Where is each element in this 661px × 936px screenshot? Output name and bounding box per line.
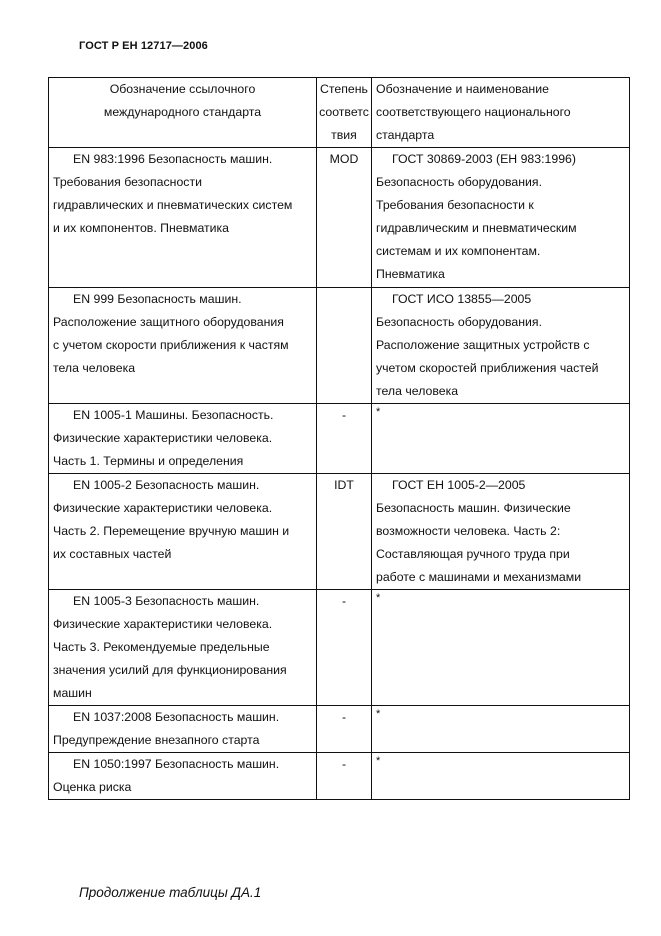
ref-standard-line: Оценка риска — [53, 780, 132, 794]
national-standard-cell — [372, 474, 630, 590]
table-row — [49, 706, 630, 753]
table-row — [49, 590, 630, 706]
national-standard-line: Составляющая ручного труда при — [376, 547, 570, 561]
table-row — [49, 404, 630, 474]
national-standard-cell — [372, 148, 630, 288]
national-standard-line: Безопасность оборудования. — [376, 315, 543, 329]
ref-standard-line: гидравлических и пневматических систем — [53, 198, 293, 212]
ref-standard-line: Часть 3. Рекомендуемые предельные — [53, 640, 270, 654]
ref-standard-cell — [49, 706, 317, 753]
header-line: Обозначение и наименование — [376, 82, 549, 96]
table-header-row — [49, 78, 630, 148]
degree-value: - — [341, 757, 347, 771]
degree-value: - — [341, 594, 347, 608]
national-standard-cell — [372, 590, 630, 706]
document-header: ГОСТ Р ЕН 12717—2006 — [79, 40, 208, 52]
ref-standard-line: Требования безопасности — [53, 175, 202, 189]
ref-standard-line: Предупреждение внезапного старта — [53, 733, 260, 747]
national-standard-line: Расположение защитных устройств с — [376, 338, 590, 352]
no-equivalent-mark: * — [376, 592, 381, 604]
ref-standard-title: EN 1005-2 Безопасность машин. — [73, 478, 260, 492]
ref-standard-line: Расположение защитного оборудования — [53, 315, 284, 329]
national-standard-line: системам и их компонентам. — [376, 244, 541, 258]
national-standard-code: ГОСТ ИСО 13855—2005 — [392, 292, 532, 306]
header-line: соответствующего национального — [376, 105, 571, 119]
header-line: твия — [331, 128, 357, 142]
ref-standard-line: Часть 2. Перемещение вручную машин и — [53, 524, 290, 538]
ref-standard-cell — [49, 753, 317, 800]
header-national-standard — [372, 78, 630, 148]
reference-table — [48, 77, 630, 800]
degree-cell — [317, 590, 372, 706]
ref-standard-cell — [49, 474, 317, 590]
ref-standard-line: и их компонентов. Пневматика — [53, 221, 230, 235]
degree-value: MOD — [329, 152, 359, 166]
degree-cell — [317, 288, 372, 404]
national-standard-cell — [372, 404, 630, 474]
national-standard-cell — [372, 288, 630, 404]
ref-standard-line: машин — [53, 686, 92, 700]
degree-cell — [317, 753, 372, 800]
ref-standard-title: EN 1037:2008 Безопасность машин. — [73, 710, 280, 724]
national-standard-line: гидравлическим и пневматическим — [376, 221, 577, 235]
ref-standard-line: Физические характеристики человека. — [53, 501, 273, 515]
ref-standard-line: Физические характеристики человека. — [53, 431, 273, 445]
table-continuation-note: Продолжение таблицы ДА.1 — [79, 885, 262, 900]
ref-standard-title: EN 1005-3 Безопасность машин. — [73, 594, 260, 608]
table-row — [49, 753, 630, 800]
national-standard-line: Требования безопасности к — [376, 198, 534, 212]
header-line: Степень — [320, 82, 368, 96]
header-line: международного стандарта — [103, 105, 262, 119]
no-equivalent-mark: * — [376, 406, 381, 418]
degree-value: - — [341, 710, 347, 724]
national-standard-line: Безопасность оборудования. — [376, 175, 543, 189]
degree-cell — [317, 404, 372, 474]
no-equivalent-mark: * — [376, 708, 381, 720]
national-standard-line: возможности человека. Часть 2: — [376, 524, 561, 538]
header-line: соответс — [319, 105, 369, 119]
ref-standard-cell — [49, 404, 317, 474]
national-standard-line: работе с машинами и механизмами — [376, 570, 582, 584]
ref-standard-line: значения усилий для функционирования — [53, 663, 287, 677]
ref-standard-line: Часть 1. Термины и определения — [53, 454, 244, 468]
degree-cell — [317, 474, 372, 590]
no-equivalent-mark: * — [376, 755, 381, 767]
ref-standard-title: EN 983:1996 Безопасность машин. — [73, 152, 273, 166]
ref-standard-cell — [49, 590, 317, 706]
table-row — [49, 148, 630, 288]
ref-standard-cell — [49, 288, 317, 404]
header-degree — [317, 78, 372, 148]
national-standard-line: Безопасность машин. Физические — [376, 501, 571, 515]
national-standard-cell — [372, 753, 630, 800]
header-ref-standard — [49, 78, 317, 148]
national-standard-line: учетом скоростей приближения частей — [376, 361, 599, 375]
ref-standard-cell — [49, 148, 317, 288]
national-standard-line: Пневматика — [376, 267, 445, 281]
ref-standard-title: EN 1005-1 Машины. Безопасность. — [73, 408, 274, 422]
degree-cell — [317, 706, 372, 753]
degree-value: - — [341, 408, 347, 422]
ref-standard-title: EN 999 Безопасность машин. — [73, 292, 242, 306]
degree-value: IDT — [334, 478, 354, 492]
ref-standard-line: с учетом скорости приближения к частям — [53, 338, 289, 352]
table-row — [49, 288, 630, 404]
ref-standard-line: тела человека — [53, 361, 136, 375]
header-line: Обозначение ссылочного — [109, 82, 256, 96]
national-standard-line: тела человека — [376, 384, 459, 398]
table-row — [49, 474, 630, 590]
national-standard-code: ГОСТ 30869-2003 (ЕН 983:1996) — [392, 152, 576, 166]
ref-standard-line: их составных частей — [53, 547, 172, 561]
ref-standard-line: Физические характеристики человека. — [53, 617, 273, 631]
degree-cell — [317, 148, 372, 288]
ref-standard-title: EN 1050:1997 Безопасность машин. — [73, 757, 280, 771]
national-standard-cell — [372, 706, 630, 753]
national-standard-code: ГОСТ ЕН 1005-2—2005 — [392, 478, 526, 492]
header-line: стандарта — [376, 128, 435, 142]
